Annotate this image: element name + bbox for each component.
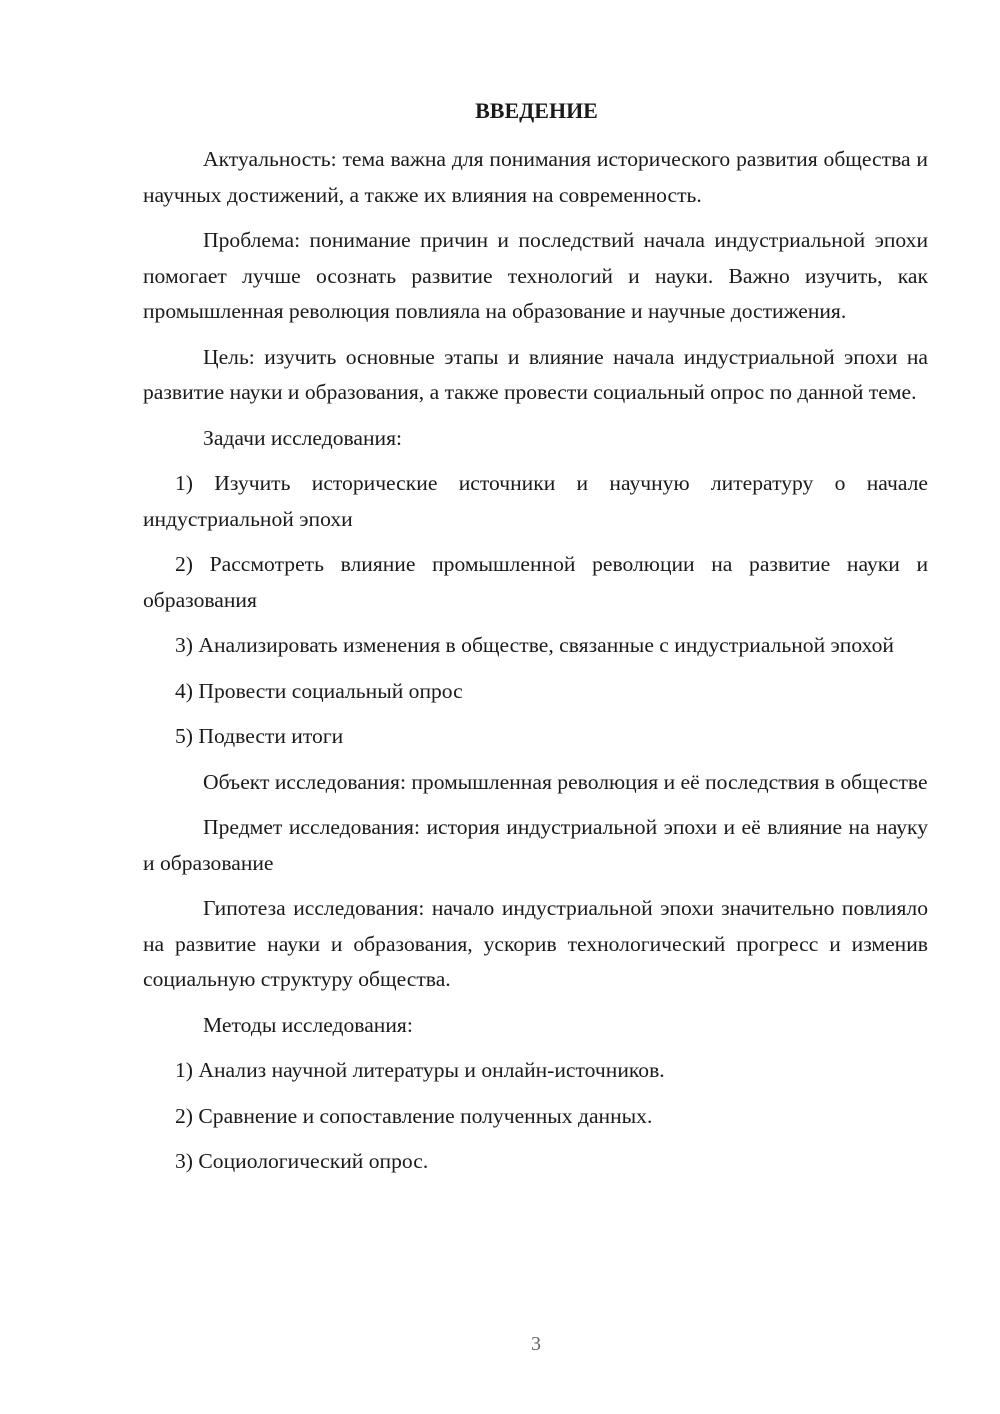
paragraph-subject: Предмет исследования: история индустриальной эпохи и её влияние на науку и образование xyxy=(143,815,928,875)
paragraph-object: Объект исследования: промышленная революция и её последствия в обществе xyxy=(203,769,928,794)
paragraph-hypothesis: Гипотеза исследования: начало индустриальной эпохи значительно повлияло на развитие науки и образования, ускорив технологический прогресс и изменив социальную структуру общества. xyxy=(143,896,928,991)
task-item-5: 5) Подвести итоги xyxy=(175,724,344,748)
paragraph-methods-heading: Методы исследования: xyxy=(203,1012,413,1037)
task-item-4: 4) Провести социальный опрос xyxy=(175,678,463,703)
page-title: ВВЕДЕНИЕ xyxy=(475,98,598,123)
method-item-3: 3) Социологический опрос. xyxy=(175,1149,429,1173)
method-item-1: 1) Анализ научной литературы и онлайн-источников. xyxy=(175,1058,665,1082)
task-item-2: 2) Рассмотреть влияние промышленной революции на развитие науки и образования xyxy=(143,552,928,612)
page-number: 3 xyxy=(531,1333,541,1355)
task-item-1: 1) Изучить исторические источники и научную литературу о начале индустриальной эпохи xyxy=(143,471,928,531)
task-item-3: 3) Анализировать изменения в обществе, связанные с индустриальной эпохой xyxy=(175,633,894,657)
paragraph-relevance: Актуальность: тема важна для понимания исторического развития общества и научных достижений, а также их влияния на современность. xyxy=(143,147,928,207)
paragraph-problem: Проблема: понимание причин и последствий начала индустриальной эпохи помогает лучше осознать развитие технологий и науки. Важно изучить, как промышленная революция повлияла на образование и научные достижения. xyxy=(143,228,928,323)
paragraph-tasks-heading: Задачи исследования: xyxy=(203,425,403,450)
method-item-2: 2) Сравнение и сопоставление полученных данных. xyxy=(175,1103,653,1128)
paragraph-goal: Цель: изучить основные этапы и влияние начала индустриальной эпохи на развитие науки и образования, а также провести социальный опрос по данной теме. xyxy=(143,344,928,404)
document-page xyxy=(143,96,928,1180)
